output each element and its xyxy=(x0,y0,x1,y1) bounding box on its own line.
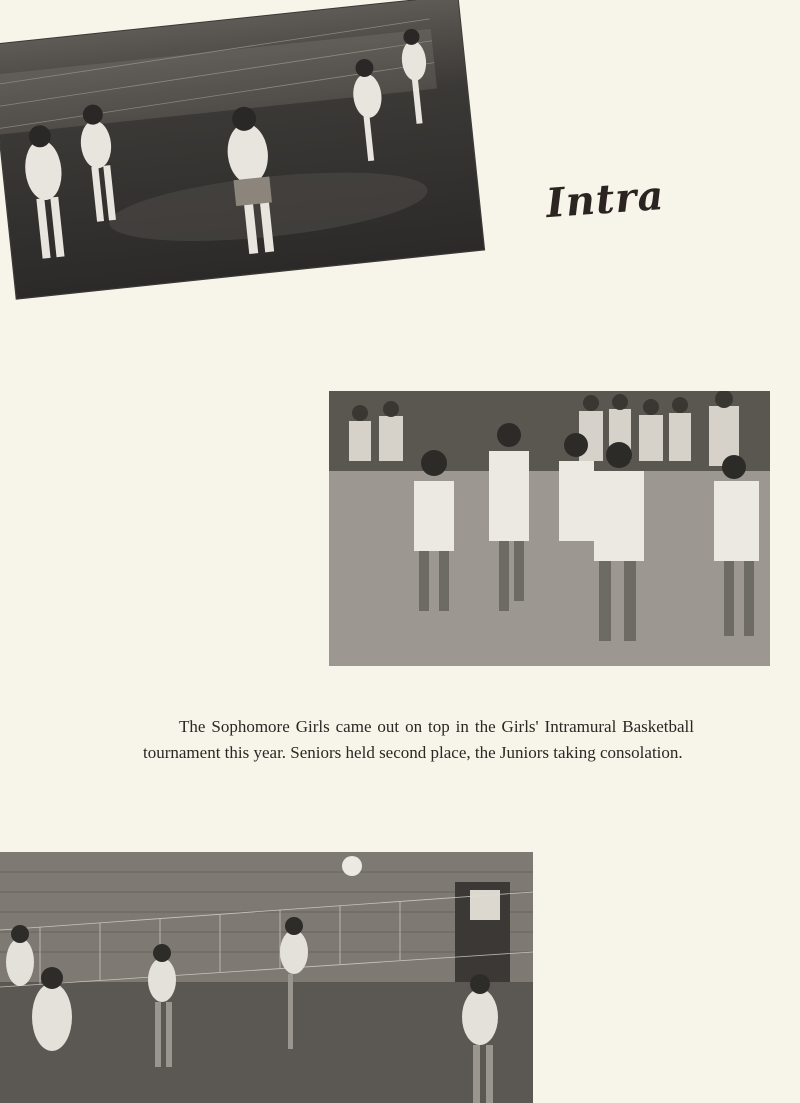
page-title: Intra xyxy=(544,171,666,228)
photo-volleyball-bottom xyxy=(0,852,533,1103)
photo-basketball xyxy=(329,391,770,666)
caption xyxy=(143,714,694,766)
caption-text: The Sophomore Girls came out on top in the Girls' Intramural Basketball tournament this year. Seniors held second place, the Juniors taking consolation. xyxy=(143,717,694,762)
photo-volleyball-top xyxy=(0,0,484,299)
